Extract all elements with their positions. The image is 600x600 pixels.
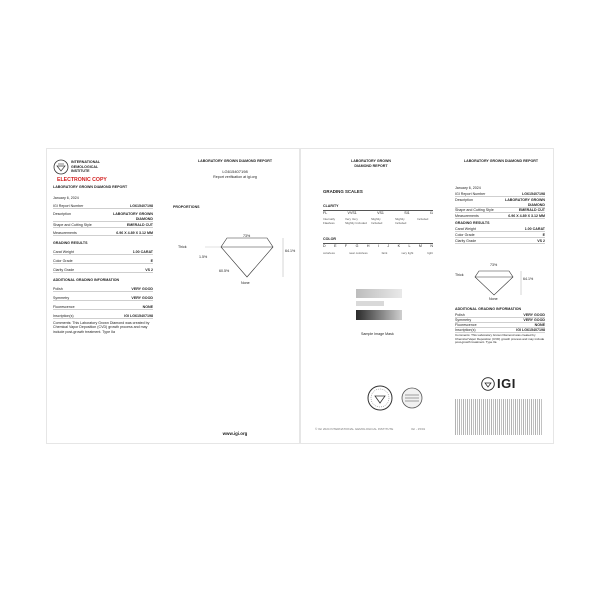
- detail-label-depth: 64.1%: [523, 277, 534, 281]
- detail-label-table: 73%: [490, 263, 498, 267]
- detail-grading-title: GRADING RESULTS: [455, 221, 490, 225]
- additional-row: Fluorescence NONE: [455, 323, 545, 327]
- grading-row: Color Grade E: [455, 233, 545, 237]
- additional-row: Polish VERY GOOD: [455, 313, 545, 317]
- detail-proportions-diagram: [451, 259, 551, 299]
- additional-row: Polish VERY GOOD: [53, 287, 153, 291]
- detail-date: January 6, 2024: [455, 186, 481, 190]
- field-row: IGI Report Number LG615407198: [455, 192, 545, 196]
- diagram-label-pavilion: 60.5%: [219, 269, 230, 273]
- detail-comments: Comments: This Laboratory Grown Diamond was created by Chemical Vapor Deposition (CVD) growth process and may include post-growth treatment. Type IIa: [455, 333, 545, 345]
- sample-image-caption: Sample Image Mask: [361, 332, 394, 336]
- detail-label-culet: None: [489, 297, 498, 301]
- clarity-label: CLARITY: [323, 204, 339, 208]
- igi-seal-icon: [367, 385, 393, 411]
- diagram-label-table: 73%: [243, 234, 251, 238]
- grading-row: Carat Weight 1.00 CARAT: [53, 250, 153, 254]
- report-sheet-front: [46, 148, 300, 444]
- footer-code: IGI - 15/01: [411, 427, 426, 431]
- field-row: IGI Report Number LG615407198: [53, 204, 153, 208]
- grading-row: Clarity Grade VS 2: [455, 239, 545, 243]
- grading-row: Carat Weight 1.00 CARAT: [455, 227, 545, 231]
- proportions-title: PROPORTIONS: [173, 205, 200, 209]
- report-title: LABORATORY GROWN DIAMOND REPORT: [53, 185, 128, 189]
- grading-results-title: GRADING RESULTS: [53, 241, 88, 245]
- field-row: Description LABORATORY GROWN: [455, 198, 545, 202]
- color-scale: D E F G H I J K L M N: [323, 244, 433, 248]
- additional-row: Symmetry VERY GOOD: [455, 318, 545, 322]
- grading-scales-title: GRADING SCALES: [323, 189, 363, 194]
- panel-proportions: [175, 159, 295, 439]
- report-date: January 6, 2024: [53, 196, 79, 200]
- proportions-diagram: [175, 211, 295, 281]
- grading-row: Clarity Grade VS 2: [53, 268, 153, 272]
- diagram-label-crown: 1.5%: [199, 255, 208, 259]
- report-sheet-back: [300, 148, 554, 444]
- org-name: INTERNATIONAL GEMOLOGICAL INSTITUTE: [71, 160, 101, 174]
- field-row: Description LABORATORY GROWN: [53, 212, 153, 216]
- detail-page-title: LABORATORY GROWN DIAMOND REPORT: [463, 159, 539, 163]
- color-descriptions: colorless near colorless faint very light light: [323, 251, 433, 255]
- verify-text: Report verification at igi.org: [213, 175, 257, 179]
- field-row: Shape and Cutting Style EMERALD CUT: [53, 223, 153, 227]
- diagram-label-girdle: Thick: [178, 245, 187, 249]
- additional-row: Inscription(s) IGI LG615407198: [53, 314, 153, 318]
- igi-logo-icon: [481, 377, 495, 391]
- report-number: LG615407198: [222, 169, 248, 174]
- color-label: COLOR: [323, 237, 336, 241]
- security-barcode: [455, 399, 543, 435]
- detail-additional-title: ADDITIONAL GRADING INFORMATION: [455, 307, 522, 311]
- field-row: Measurements 6.96 X 4.89 X 3.12 MM: [53, 231, 153, 235]
- additional-row: Inscription(s) IGI LG615407198: [455, 328, 545, 332]
- comments-text: Comments: This Laboratory Grown Diamond was created by Chemical Vapor Deposition (CVD) growth process and may include post-growth treatment. Type IIa: [53, 321, 150, 334]
- field-row: DIAMOND: [53, 217, 153, 222]
- electronic-copy-label: ELECTRONIC COPY: [57, 177, 107, 183]
- hologram-seal-icon: [401, 387, 423, 409]
- footer-copyright: © IGI 2024 INTERNATIONAL GEMOLOGICAL INSTITUTE: [315, 427, 394, 431]
- scales-page-title-2: DIAMOND REPORT: [354, 164, 388, 168]
- field-row: DIAMOND: [455, 203, 545, 208]
- igi-logo-text: IGI: [497, 376, 516, 391]
- website-link[interactable]: www.igi.org: [222, 431, 248, 436]
- clarity-descriptions: Internally Flawless Very Very Slightly Included Slightly Included Slightly Included Included: [323, 217, 429, 225]
- proportions-page-title: LABORATORY GROWN DIAMOND REPORT: [197, 159, 273, 163]
- panel-certificate-detail: [451, 159, 551, 439]
- scales-page-title-1: LABORATORY GROWN: [351, 159, 391, 163]
- additional-row: Fluorescence NONE: [53, 305, 153, 309]
- grading-row: Color Grade E: [53, 259, 153, 263]
- additional-grading-title: ADDITIONAL GRADING INFORMATION: [53, 278, 120, 282]
- additional-row: Symmetry VERY GOOD: [53, 296, 153, 300]
- detail-label-girdle: Thick: [455, 273, 464, 277]
- sample-image-mask: [356, 289, 402, 329]
- field-row: Measurements 6.96 X 4.89 X 3.12 MM: [455, 214, 545, 218]
- diagram-label-depth: 64.1%: [285, 249, 296, 253]
- clarity-scale: FL VVS1 VS1 SI1 I1: [323, 211, 433, 215]
- igi-seal-icon: [53, 159, 69, 175]
- panel-grading-scales: [311, 159, 431, 439]
- field-row: Shape and Cutting Style EMERALD CUT: [455, 208, 545, 212]
- diagram-label-culet: None: [241, 281, 250, 285]
- igi-logo: [481, 376, 516, 391]
